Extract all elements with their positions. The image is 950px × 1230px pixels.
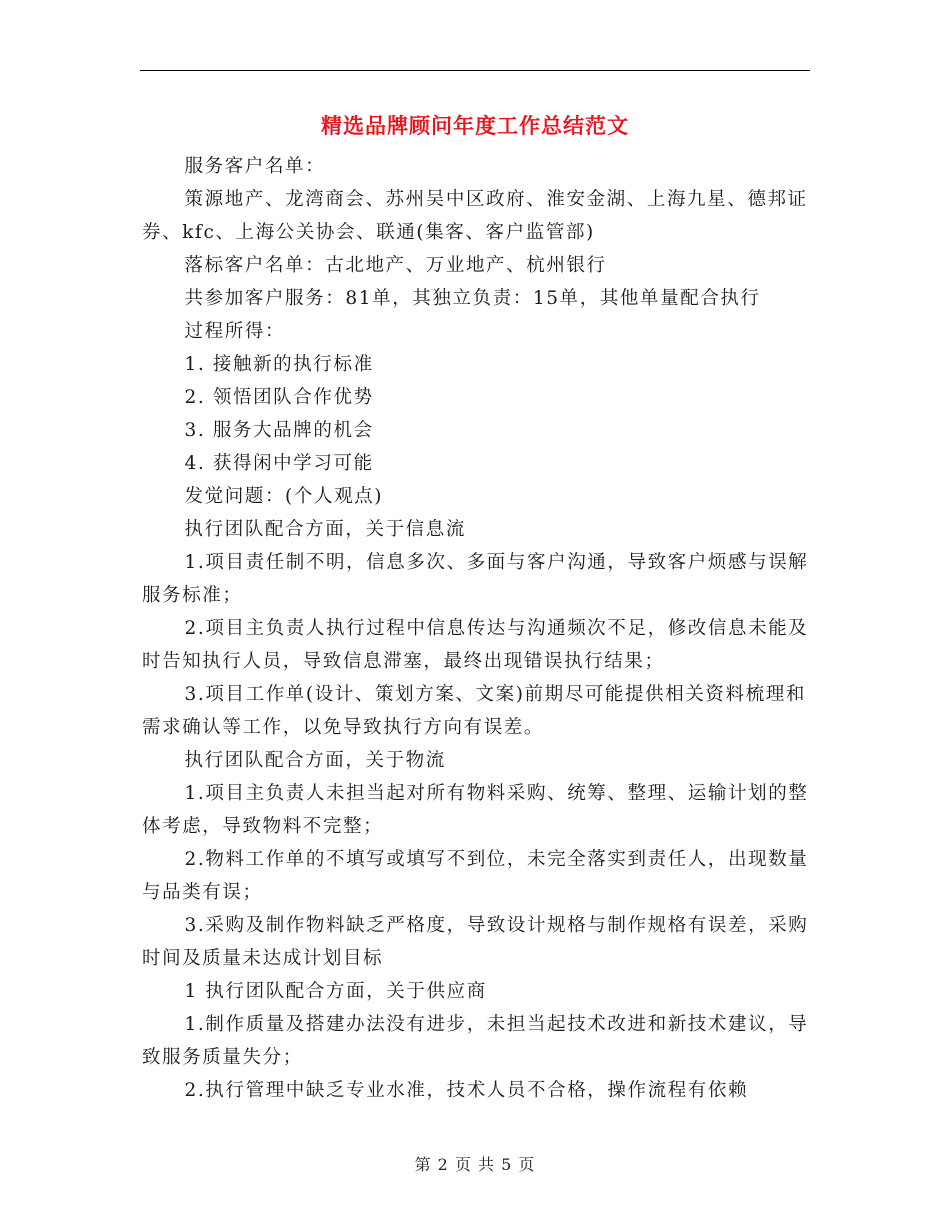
section-heading: 1 执行团队配合方面，关于供应商 [184,981,487,1002]
section-heading: 执行团队配合方面，关于信息流 [184,519,466,540]
page-footer: 第 2 页 共 5 页 [414,1155,536,1174]
paragraph: 3.采购及制作物料缺乏严格度，导致设计规格与制作规格有误差，采购时间及质量未达成计划目标 [142,915,809,969]
list-item: 1. 接触新的执行标准 [184,354,374,375]
header-rule [140,70,810,71]
paragraph: 策源地产、龙湾商会、苏州吴中区政府、淮安金湖、上海九星、德邦证券、kfc、上海公关协会、联通(集客、客户监管部) [142,189,808,243]
paragraph: 2.项目主负责人执行过程中信息传达与沟通频次不足，修改信息未能及时告知执行人员，导致信息滞塞，最终出现错误执行结果； [142,618,809,672]
paragraph: 1.制作质量及搭建办法没有进步，未担当起技术改进和新技术建议，导致服务质量失分； [142,1014,809,1068]
section-heading: 执行团队配合方面，关于物流 [184,750,446,771]
paragraph: 3.项目工作单(设计、策划方案、文案)前期尽可能提供相关资料梳理和需求确认等工作，以免导致执行方向有误差。 [142,684,806,738]
paragraph: 2.执行管理中缺乏专业水准，技术人员不合格，操作流程有依赖 [184,1080,749,1101]
document-title: 精选品牌顾问年度工作总结范文 [321,113,629,138]
list-item: 4. 获得闲中学习可能 [184,453,374,474]
paragraph: 共参加客户服务：81单，其独立负责：15单，其他单量配合执行 [184,288,761,309]
paragraph: 过程所得： [184,321,286,342]
list-item: 3. 服务大品牌的机会 [184,420,374,441]
list-item: 2. 领悟团队合作优势 [184,387,374,408]
paragraph: 服务客户名单： [184,156,326,177]
paragraph: 发觉问题：(个人观点) [184,486,384,507]
paragraph: 1.项目责任制不明，信息多次、多面与客户沟通，导致客户烦感与误解服务标准； [142,552,809,606]
paragraph: 1.项目主负责人未担当起对所有物料采购、统筹、整理、运输计划的整体考虑，导致物料不完整； [142,783,809,837]
document-body [142,150,810,1107]
paragraph: 落标客户名单：古北地产、万业地产、杭州银行 [184,255,607,276]
paragraph: 2.物料工作单的不填写或填写不到位，未完全落实到责任人，出现数量与品类有误； [142,849,809,903]
